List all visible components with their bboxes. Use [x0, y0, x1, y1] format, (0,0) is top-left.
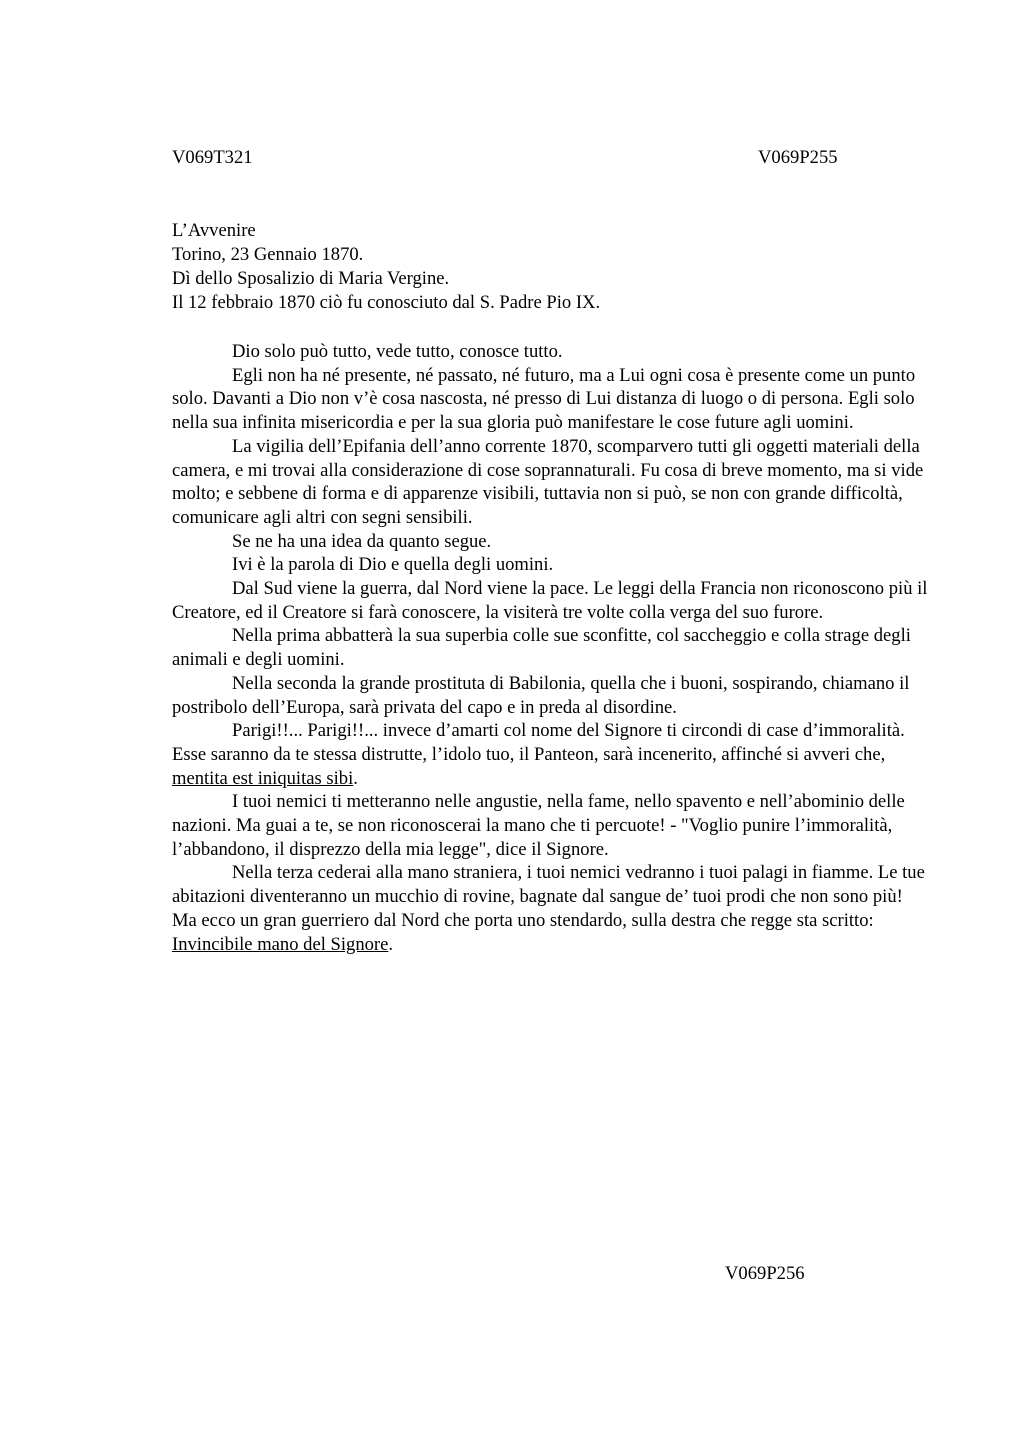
- page-code-bottom: V069P256: [725, 1263, 805, 1284]
- paragraph-10: I tuoi nemici ti metteranno nelle angustie, nella fame, nello spavento e nell’abominio delle nazioni. Ma guai a te, se non riconoscerai la mano che ti percuote! - "Voglio punire l’immoralità, l’abbandono, il disprezzo della mia legge", dice il Signore.: [172, 791, 905, 860]
- paragraph-8: Nella seconda la grande prostituta di Babilonia, quella che i buoni, sospirando, chiamano il postribolo dell’Europa, sarà privata del capo e in preda al disordine.: [172, 672, 910, 718]
- paragraph-11-end: .: [388, 933, 394, 955]
- paragraph-7: Nella prima abbatterà la sua superbia colle sue sconfitte, col saccheggio e colla strage degli animali e degli uomini.: [172, 625, 911, 671]
- feast-day: Dì dello Sposalizio di Maria Vergine.: [172, 268, 450, 289]
- paragraph-11: [172, 861, 930, 956]
- letter-header: [172, 219, 932, 315]
- publication-title: L’Avvenire: [172, 220, 256, 241]
- paragraph-3: La vigilia dell’Epifania dell’anno corrente 1870, scomparvero tutti gli oggetti materiali della camera, e mi trovai alla considerazione di cose soprannaturali. Fu cosa di breve momento, ma si vide molto; e sebbene di forma e di apparenze visibili, tuttavia non si può, se non con grande difficoltà, comunicare agli altri con segni sensibili.: [172, 435, 924, 528]
- paragraph-9-end: .: [353, 767, 358, 789]
- papal-note: Il 12 febbraio 1870 ciò fu conosciuto dal S. Padre Pio IX.: [172, 292, 601, 313]
- paragraph-4: Se ne ha una idea da quanto segue.: [232, 530, 492, 552]
- document-body: [172, 340, 930, 956]
- paragraph-2: Egli non ha né presente, né passato, né futuro, ma a Lui ogni cosa è presente come un punto solo. Davanti a Dio non v’è cosa nascosta, né presso di Lui distanza di luogo o di persona. Egli solo nella sua infinita misericordia e per la sua gloria può manifestare le cose future agli uomini.: [172, 364, 916, 434]
- paragraph-5: Ivi è la parola di Dio e quella degli uomini.: [232, 554, 554, 576]
- paragraph-9: [172, 719, 930, 790]
- paragraph-11-text: Nella terza cederai alla mano straniera, i tuoi nemici vedranno i tuoi palagi in fiamme. Le tue abitazioni diventeranno un mucchio di rovine, bagnate dal sangue de’ tuoi prodi che non sono più! Ma ecco un gran guerriero dal Nord che porta uno stendardo, sulla destra che regge sta scritto:: [172, 862, 925, 931]
- place-date: Torino, 23 Gennaio 1870.: [172, 244, 364, 265]
- paragraph-6: Dal Sud viene la guerra, dal Nord viene la pace. Le leggi della Francia non riconoscono più il Creatore, ed il Creatore si farà conoscere, la visiterà tre volte colla verga del suo furore.: [172, 578, 928, 623]
- latin-quote: mentita est iniquitas sibi: [172, 767, 354, 789]
- banner-inscription: Invincibile mano del Signore: [172, 933, 389, 955]
- paragraph-1: Dio solo può tutto, vede tutto, conosce tutto.: [232, 341, 563, 362]
- page-code-top-right: V069P255: [758, 147, 838, 168]
- paragraph-9-text: Parigi!!... Parigi!!... invece d’amarti col nome del Signore ti circondi di case d’immoralità. Esse saranno da te stessa distrutte, l’idolo tuo, il Panteon, sarà incenerito, affinché si avveri che,: [172, 720, 905, 765]
- page-code-top-left: V069T321: [172, 147, 253, 168]
